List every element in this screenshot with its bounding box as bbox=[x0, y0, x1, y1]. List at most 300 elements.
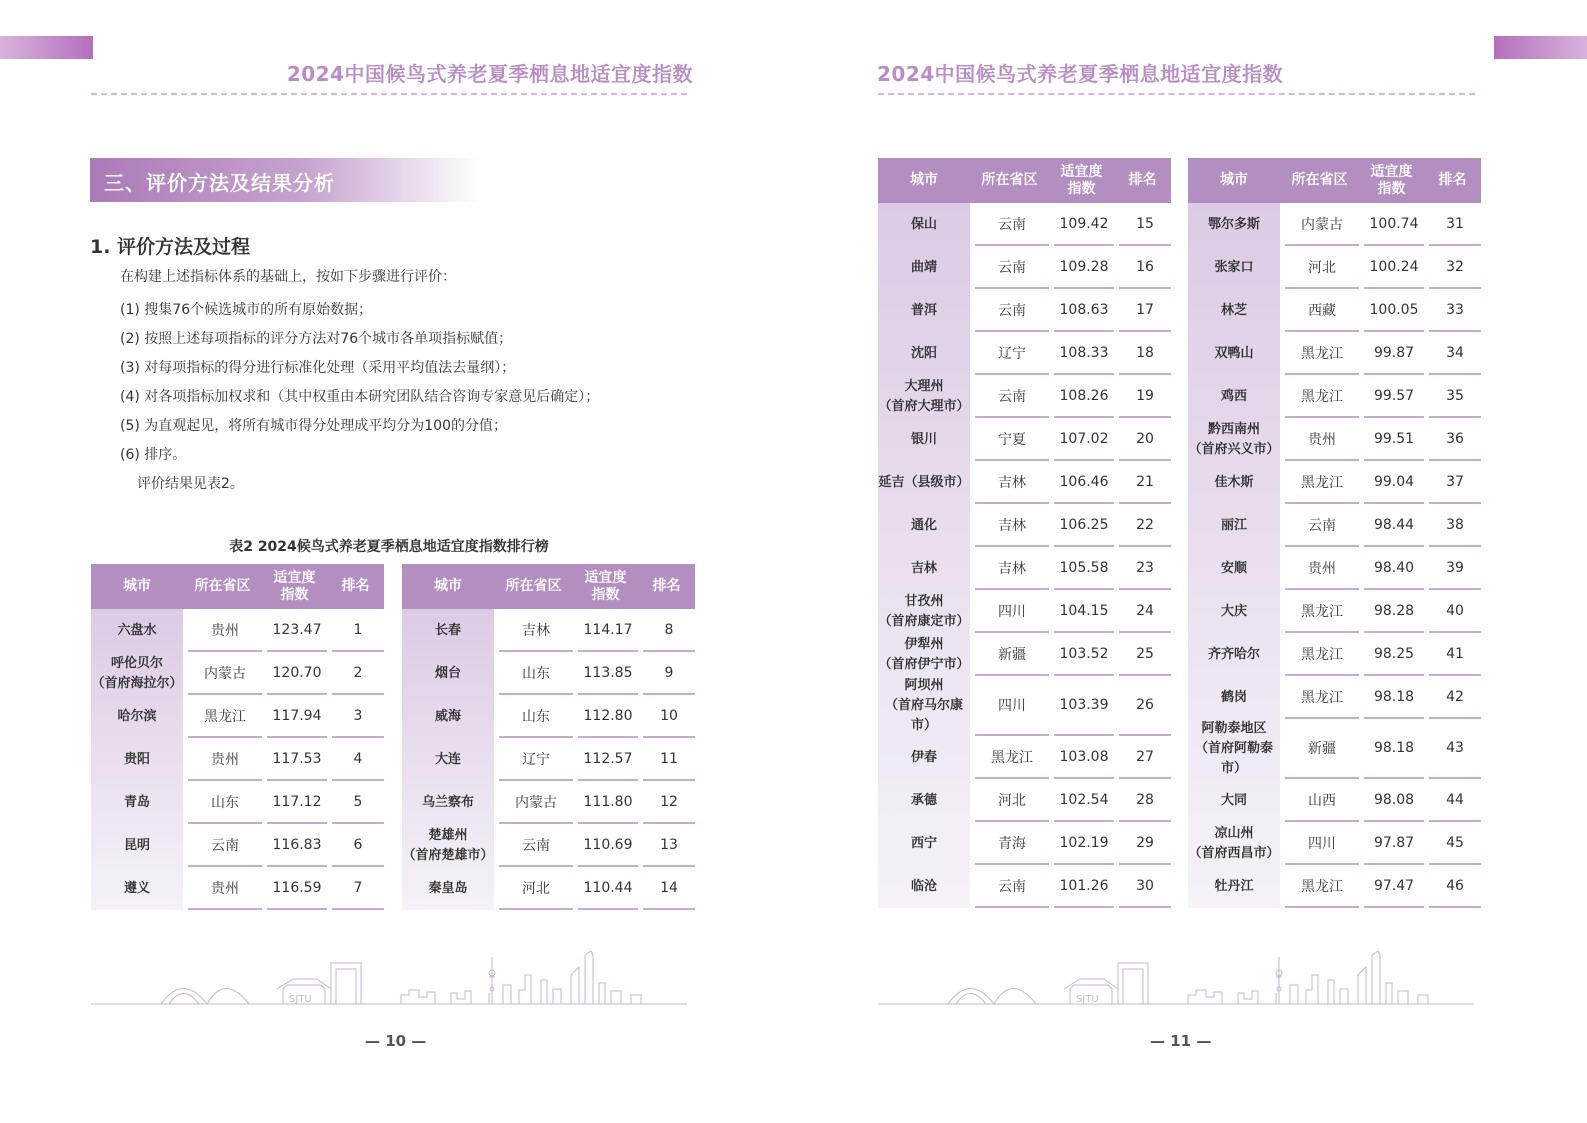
city-cell bbox=[91, 652, 183, 695]
table-header-row bbox=[402, 564, 695, 609]
province-cell: 贵州 bbox=[188, 609, 262, 652]
ranking-table bbox=[402, 564, 695, 910]
table-row bbox=[1188, 504, 1481, 547]
table-row bbox=[1188, 719, 1481, 779]
table-row bbox=[91, 867, 384, 910]
rank-cell: 45 bbox=[1429, 822, 1481, 865]
rank-cell: 22 bbox=[1119, 504, 1171, 547]
table-row bbox=[91, 609, 384, 652]
index-cell: 99.57 bbox=[1364, 375, 1424, 418]
header-rank: 排名 bbox=[638, 564, 695, 609]
city-cell bbox=[878, 289, 970, 332]
province-cell: 吉林 bbox=[975, 504, 1049, 547]
province-cell: 宁夏 bbox=[975, 418, 1049, 461]
index-cell: 110.44 bbox=[578, 867, 638, 910]
city-name: 哈尔滨 bbox=[117, 708, 157, 724]
city-cell bbox=[1188, 719, 1280, 779]
city-name: 牡丹江 bbox=[1214, 878, 1254, 894]
city-cell bbox=[402, 738, 494, 781]
table-caption: 表2 2024候鸟式养老夏季栖息地适宜度指数排行榜 bbox=[229, 539, 549, 555]
header-province: 所在省区 bbox=[970, 158, 1049, 203]
city-cell bbox=[878, 633, 970, 676]
city-cell bbox=[1188, 289, 1280, 332]
index-cell: 108.26 bbox=[1054, 375, 1114, 418]
header-city: 城市 bbox=[402, 564, 494, 609]
skyline-logo-text: SJTU bbox=[289, 994, 312, 1005]
city-cell bbox=[878, 461, 970, 504]
province-cell: 内蒙古 bbox=[499, 781, 573, 824]
province-cell: 辽宁 bbox=[975, 332, 1049, 375]
table-row bbox=[91, 824, 384, 867]
city-name: 吉林 bbox=[910, 560, 937, 576]
city-name: 六盘水 bbox=[117, 622, 157, 638]
table-row bbox=[878, 676, 1171, 736]
province-cell: 黑龙江 bbox=[1285, 676, 1359, 719]
city-name: （首府康定市） bbox=[878, 613, 970, 629]
index-cell: 100.05 bbox=[1364, 289, 1424, 332]
table-header-row bbox=[1188, 158, 1481, 203]
city-name: 遵义 bbox=[123, 880, 150, 896]
index-cell: 102.54 bbox=[1054, 779, 1114, 822]
province-cell: 云南 bbox=[975, 246, 1049, 289]
table-row bbox=[878, 547, 1171, 590]
city-name: 临沧 bbox=[910, 878, 937, 894]
table-row bbox=[1188, 676, 1481, 719]
header-line: 指数 bbox=[1377, 180, 1406, 197]
city-cell bbox=[878, 246, 970, 289]
index-cell: 99.87 bbox=[1364, 332, 1424, 375]
city-cell bbox=[1188, 590, 1280, 633]
rank-cell: 2 bbox=[332, 652, 384, 695]
city-name: 青岛 bbox=[123, 794, 150, 810]
rank-cell: 27 bbox=[1119, 736, 1171, 779]
table-row bbox=[402, 738, 695, 781]
city-cell bbox=[878, 779, 970, 822]
city-name: 大同 bbox=[1220, 792, 1247, 808]
city-name: 凉山州 bbox=[1214, 825, 1254, 841]
rank-cell: 44 bbox=[1429, 779, 1481, 822]
city-cell bbox=[878, 203, 970, 246]
city-name: 西宁 bbox=[910, 835, 937, 851]
index-cell: 102.19 bbox=[1054, 822, 1114, 865]
city-name: 保山 bbox=[910, 216, 937, 232]
index-cell: 101.26 bbox=[1054, 865, 1114, 908]
rank-cell: 8 bbox=[643, 609, 695, 652]
index-cell: 112.57 bbox=[578, 738, 638, 781]
city-name: （首府西昌市） bbox=[1188, 845, 1280, 861]
city-name: 呼伦贝尔 bbox=[110, 655, 163, 671]
province-cell: 黑龙江 bbox=[1285, 590, 1359, 633]
province-cell: 河北 bbox=[975, 779, 1049, 822]
province-cell: 黑龙江 bbox=[1285, 633, 1359, 676]
province-cell: 云南 bbox=[975, 865, 1049, 908]
city-name: （首府兴义市） bbox=[1188, 441, 1280, 457]
province-cell: 青海 bbox=[975, 822, 1049, 865]
province-cell: 云南 bbox=[1285, 504, 1359, 547]
city-name: （首府伊宁市） bbox=[878, 656, 970, 672]
rank-cell: 11 bbox=[643, 738, 695, 781]
city-name: 贵阳 bbox=[123, 751, 150, 767]
index-cell: 116.83 bbox=[267, 824, 327, 867]
index-cell: 113.85 bbox=[578, 652, 638, 695]
city-cell bbox=[91, 738, 183, 781]
city-name: 张家口 bbox=[1214, 259, 1254, 275]
province-cell: 黑龙江 bbox=[975, 736, 1049, 779]
skyline-illustration bbox=[91, 945, 687, 1007]
index-cell: 100.74 bbox=[1364, 203, 1424, 246]
city-name: 丽江 bbox=[1220, 517, 1247, 533]
rank-cell: 32 bbox=[1429, 246, 1481, 289]
rank-cell: 24 bbox=[1119, 590, 1171, 633]
city-name: 承德 bbox=[910, 792, 937, 808]
table-row bbox=[402, 824, 695, 867]
table-row bbox=[878, 375, 1171, 418]
header-index bbox=[1049, 158, 1114, 203]
table-row bbox=[402, 609, 695, 652]
table-row bbox=[1188, 633, 1481, 676]
rank-cell: 25 bbox=[1119, 633, 1171, 676]
index-cell: 98.28 bbox=[1364, 590, 1424, 633]
city-name: 烟台 bbox=[434, 665, 461, 681]
index-cell: 109.42 bbox=[1054, 203, 1114, 246]
city-cell bbox=[1188, 246, 1280, 289]
table-row bbox=[402, 652, 695, 695]
city-cell bbox=[1188, 418, 1280, 461]
rank-cell: 13 bbox=[643, 824, 695, 867]
rank-cell: 30 bbox=[1119, 865, 1171, 908]
header-city: 城市 bbox=[1188, 158, 1280, 203]
province-cell: 河北 bbox=[1285, 246, 1359, 289]
table-row bbox=[878, 633, 1171, 676]
rank-cell: 3 bbox=[332, 695, 384, 738]
province-cell: 贵州 bbox=[1285, 418, 1359, 461]
province-cell: 四川 bbox=[975, 676, 1049, 736]
subheading: 1. 评价方法及过程 bbox=[90, 236, 251, 258]
index-cell: 108.33 bbox=[1054, 332, 1114, 375]
city-cell bbox=[1188, 633, 1280, 676]
city-name: 鄂尔多斯 bbox=[1207, 216, 1260, 232]
city-name: 双鸭山 bbox=[1214, 345, 1254, 361]
index-cell: 106.25 bbox=[1054, 504, 1114, 547]
province-cell: 黑龙江 bbox=[1285, 865, 1359, 908]
city-name: 延吉（县级市） bbox=[878, 474, 970, 490]
index-cell: 100.24 bbox=[1364, 246, 1424, 289]
rank-cell: 26 bbox=[1119, 676, 1171, 736]
rank-cell: 4 bbox=[332, 738, 384, 781]
index-cell: 123.47 bbox=[267, 609, 327, 652]
province-cell: 四川 bbox=[975, 590, 1049, 633]
city-name: （首府马尔康市） bbox=[884, 698, 963, 733]
table-row bbox=[402, 695, 695, 738]
rank-cell: 20 bbox=[1119, 418, 1171, 461]
rank-cell: 21 bbox=[1119, 461, 1171, 504]
city-name: 普洱 bbox=[910, 302, 937, 318]
rank-cell: 18 bbox=[1119, 332, 1171, 375]
province-cell: 贵州 bbox=[188, 867, 262, 910]
table-row bbox=[402, 867, 695, 910]
corner-decoration bbox=[1494, 36, 1587, 59]
table-row bbox=[91, 695, 384, 738]
index-cell: 108.63 bbox=[1054, 289, 1114, 332]
province-cell: 吉林 bbox=[975, 461, 1049, 504]
table-row bbox=[1188, 418, 1481, 461]
province-cell: 吉林 bbox=[975, 547, 1049, 590]
index-cell: 103.39 bbox=[1054, 676, 1114, 736]
step-2: (2) 按照上述每项指标的评分方法对76个城市各单项指标赋值； bbox=[120, 331, 513, 347]
province-cell: 云南 bbox=[975, 203, 1049, 246]
index-cell: 117.94 bbox=[267, 695, 327, 738]
city-cell bbox=[402, 824, 494, 867]
rank-cell: 15 bbox=[1119, 203, 1171, 246]
rank-cell: 46 bbox=[1429, 865, 1481, 908]
province-cell: 山东 bbox=[188, 781, 262, 824]
city-name: 佳木斯 bbox=[1214, 474, 1254, 490]
index-cell: 99.51 bbox=[1364, 418, 1424, 461]
city-cell bbox=[402, 609, 494, 652]
city-name: 楚雄州 bbox=[428, 827, 468, 843]
table-row bbox=[1188, 203, 1481, 246]
city-cell bbox=[91, 867, 183, 910]
header-line: 指数 bbox=[280, 586, 309, 603]
header-dashed-rule bbox=[91, 93, 687, 95]
city-name: 昆明 bbox=[123, 837, 150, 853]
province-cell: 山东 bbox=[499, 652, 573, 695]
city-name: 威海 bbox=[434, 708, 461, 724]
index-cell: 112.80 bbox=[578, 695, 638, 738]
province-cell: 云南 bbox=[975, 375, 1049, 418]
rank-cell: 34 bbox=[1429, 332, 1481, 375]
header-index bbox=[573, 564, 638, 609]
city-cell bbox=[878, 736, 970, 779]
city-cell bbox=[878, 332, 970, 375]
index-cell: 98.18 bbox=[1364, 676, 1424, 719]
table-row bbox=[878, 822, 1171, 865]
table-row bbox=[1188, 590, 1481, 633]
city-name: 大庆 bbox=[1220, 603, 1247, 619]
rank-cell: 36 bbox=[1429, 418, 1481, 461]
city-name: 通化 bbox=[910, 517, 937, 533]
rank-cell: 43 bbox=[1429, 719, 1481, 779]
index-cell: 111.80 bbox=[578, 781, 638, 824]
province-cell: 新疆 bbox=[975, 633, 1049, 676]
rank-cell: 5 bbox=[332, 781, 384, 824]
city-name: 甘孜州 bbox=[904, 593, 944, 609]
section-banner bbox=[90, 158, 480, 202]
table-header-row bbox=[878, 158, 1171, 203]
rank-cell: 12 bbox=[643, 781, 695, 824]
province-cell: 山东 bbox=[499, 695, 573, 738]
table-row bbox=[878, 332, 1171, 375]
rank-cell: 39 bbox=[1429, 547, 1481, 590]
city-cell bbox=[878, 375, 970, 418]
rank-cell: 7 bbox=[332, 867, 384, 910]
city-name: 鹤岗 bbox=[1220, 689, 1247, 705]
city-cell bbox=[1188, 822, 1280, 865]
rank-cell: 16 bbox=[1119, 246, 1171, 289]
ranking-table bbox=[878, 158, 1171, 908]
city-cell bbox=[1188, 461, 1280, 504]
table-row bbox=[1188, 461, 1481, 504]
table-row bbox=[91, 781, 384, 824]
intro-paragraph: 在构建上述指标体系的基础上，按如下步骤进行评价： bbox=[120, 269, 456, 285]
rank-cell: 42 bbox=[1429, 676, 1481, 719]
city-name: 乌兰察布 bbox=[421, 794, 474, 810]
province-cell: 贵州 bbox=[188, 738, 262, 781]
table-row bbox=[1188, 246, 1481, 289]
table-row bbox=[1188, 779, 1481, 822]
step-6: (6) 排序。 bbox=[120, 447, 187, 463]
index-cell: 98.08 bbox=[1364, 779, 1424, 822]
header-line: 适宜度 bbox=[273, 569, 316, 586]
city-name: 伊春 bbox=[910, 749, 937, 765]
rank-cell: 41 bbox=[1429, 633, 1481, 676]
header-line: 指数 bbox=[591, 586, 620, 603]
table-row bbox=[1188, 822, 1481, 865]
rank-cell: 40 bbox=[1429, 590, 1481, 633]
rank-cell: 38 bbox=[1429, 504, 1481, 547]
section-title: 三、评价方法及结果分析 bbox=[104, 171, 335, 195]
city-name: （首府阿勒泰市） bbox=[1194, 741, 1273, 776]
city-cell bbox=[1188, 865, 1280, 908]
index-cell: 107.02 bbox=[1054, 418, 1114, 461]
header-province: 所在省区 bbox=[1280, 158, 1359, 203]
city-name: 大理州 bbox=[904, 378, 944, 394]
province-cell: 新疆 bbox=[1285, 719, 1359, 779]
index-cell: 109.28 bbox=[1054, 246, 1114, 289]
city-cell bbox=[402, 652, 494, 695]
city-cell bbox=[878, 865, 970, 908]
province-cell: 西藏 bbox=[1285, 289, 1359, 332]
city-name: （首府大理市） bbox=[878, 398, 970, 414]
index-cell: 110.69 bbox=[578, 824, 638, 867]
header-line: 指数 bbox=[1067, 180, 1096, 197]
table-row bbox=[91, 652, 384, 695]
city-cell bbox=[91, 824, 183, 867]
header-line: 适宜度 bbox=[1370, 163, 1413, 180]
table-row bbox=[402, 781, 695, 824]
step-5: (5) 为直观起见，将所有城市得分处理成平均分为100的分值； bbox=[120, 418, 508, 434]
city-name: 大连 bbox=[434, 751, 461, 767]
step-3: (3) 对每项指标的得分进行标准化处理（采用平均值法去量纲）； bbox=[120, 360, 516, 376]
result-note: 评价结果见表2。 bbox=[137, 476, 244, 492]
header-index bbox=[1359, 158, 1424, 203]
table-row bbox=[1188, 375, 1481, 418]
index-cell: 98.25 bbox=[1364, 633, 1424, 676]
header-province: 所在省区 bbox=[494, 564, 573, 609]
index-cell: 98.40 bbox=[1364, 547, 1424, 590]
province-cell: 黑龙江 bbox=[1285, 332, 1359, 375]
page-number: — 10 — bbox=[365, 1032, 427, 1050]
header-province: 所在省区 bbox=[183, 564, 262, 609]
city-name: 阿勒泰地区 bbox=[1201, 721, 1267, 736]
city-name: 沈阳 bbox=[910, 345, 937, 361]
header-line: 适宜度 bbox=[584, 569, 627, 586]
province-cell: 吉林 bbox=[499, 609, 573, 652]
table-row bbox=[878, 461, 1171, 504]
city-cell bbox=[878, 590, 970, 633]
table-row bbox=[1188, 332, 1481, 375]
page-left bbox=[0, 0, 793, 1123]
header-city: 城市 bbox=[91, 564, 183, 609]
province-cell: 黑龙江 bbox=[1285, 461, 1359, 504]
header-rank: 排名 bbox=[1114, 158, 1171, 203]
index-cell: 106.46 bbox=[1054, 461, 1114, 504]
table-row bbox=[878, 779, 1171, 822]
running-title: 2024中国候鸟式养老夏季栖息地适宜度指数 bbox=[286, 62, 693, 86]
city-cell bbox=[1188, 547, 1280, 590]
table-row bbox=[878, 736, 1171, 779]
city-cell bbox=[878, 504, 970, 547]
table-row bbox=[91, 738, 384, 781]
city-cell bbox=[402, 867, 494, 910]
rank-cell: 31 bbox=[1429, 203, 1481, 246]
header-dashed-rule bbox=[878, 93, 1475, 95]
index-cell: 97.87 bbox=[1364, 822, 1424, 865]
city-name: 银川 bbox=[910, 431, 937, 447]
index-cell: 98.44 bbox=[1364, 504, 1424, 547]
city-cell bbox=[1188, 779, 1280, 822]
province-cell: 内蒙古 bbox=[1285, 203, 1359, 246]
skyline-logo-text: SJTU bbox=[1076, 994, 1099, 1005]
city-cell bbox=[878, 418, 970, 461]
ranking-table bbox=[1188, 158, 1481, 908]
header-index bbox=[262, 564, 327, 609]
table-row bbox=[878, 504, 1171, 547]
step-4: (4) 对各项指标加权求和（其中权重由本研究团队结合咨询专家意见后确定）； bbox=[120, 389, 600, 405]
city-name: 秦皇岛 bbox=[428, 880, 468, 896]
rank-cell: 33 bbox=[1429, 289, 1481, 332]
page-number: — 11 — bbox=[1150, 1032, 1212, 1050]
running-title: 2024中国候鸟式养老夏季栖息地适宜度指数 bbox=[877, 62, 1284, 86]
index-cell: 114.17 bbox=[578, 609, 638, 652]
city-name: 林芝 bbox=[1220, 302, 1247, 318]
city-cell bbox=[402, 781, 494, 824]
city-name: （首府楚雄市） bbox=[402, 847, 494, 863]
city-cell bbox=[91, 609, 183, 652]
city-name: 鸡西 bbox=[1220, 388, 1247, 404]
step-1: (1) 搜集76个候选城市的所有原始数据； bbox=[120, 302, 373, 318]
index-cell: 116.59 bbox=[267, 867, 327, 910]
city-cell bbox=[402, 695, 494, 738]
rank-cell: 37 bbox=[1429, 461, 1481, 504]
city-name: （首府海拉尔） bbox=[91, 675, 183, 691]
province-cell: 云南 bbox=[975, 289, 1049, 332]
city-name: 齐齐哈尔 bbox=[1207, 646, 1260, 662]
city-name: 曲靖 bbox=[910, 259, 937, 275]
index-cell: 99.04 bbox=[1364, 461, 1424, 504]
header-rank: 排名 bbox=[327, 564, 384, 609]
city-name: 安顺 bbox=[1220, 560, 1247, 576]
city-cell bbox=[1188, 375, 1280, 418]
rank-cell: 35 bbox=[1429, 375, 1481, 418]
table-row bbox=[878, 289, 1171, 332]
city-cell bbox=[878, 676, 970, 736]
index-cell: 98.18 bbox=[1364, 719, 1424, 779]
city-cell bbox=[1188, 504, 1280, 547]
province-cell: 辽宁 bbox=[499, 738, 573, 781]
city-cell bbox=[91, 695, 183, 738]
header-line: 适宜度 bbox=[1060, 163, 1103, 180]
page-right bbox=[794, 0, 1587, 1123]
index-cell: 120.70 bbox=[267, 652, 327, 695]
city-name: 黔西南州 bbox=[1207, 421, 1260, 437]
corner-decoration bbox=[0, 36, 93, 59]
table-row bbox=[1188, 547, 1481, 590]
ranking-table bbox=[91, 564, 384, 910]
rank-cell: 10 bbox=[643, 695, 695, 738]
rank-cell: 29 bbox=[1119, 822, 1171, 865]
table-row bbox=[878, 203, 1171, 246]
